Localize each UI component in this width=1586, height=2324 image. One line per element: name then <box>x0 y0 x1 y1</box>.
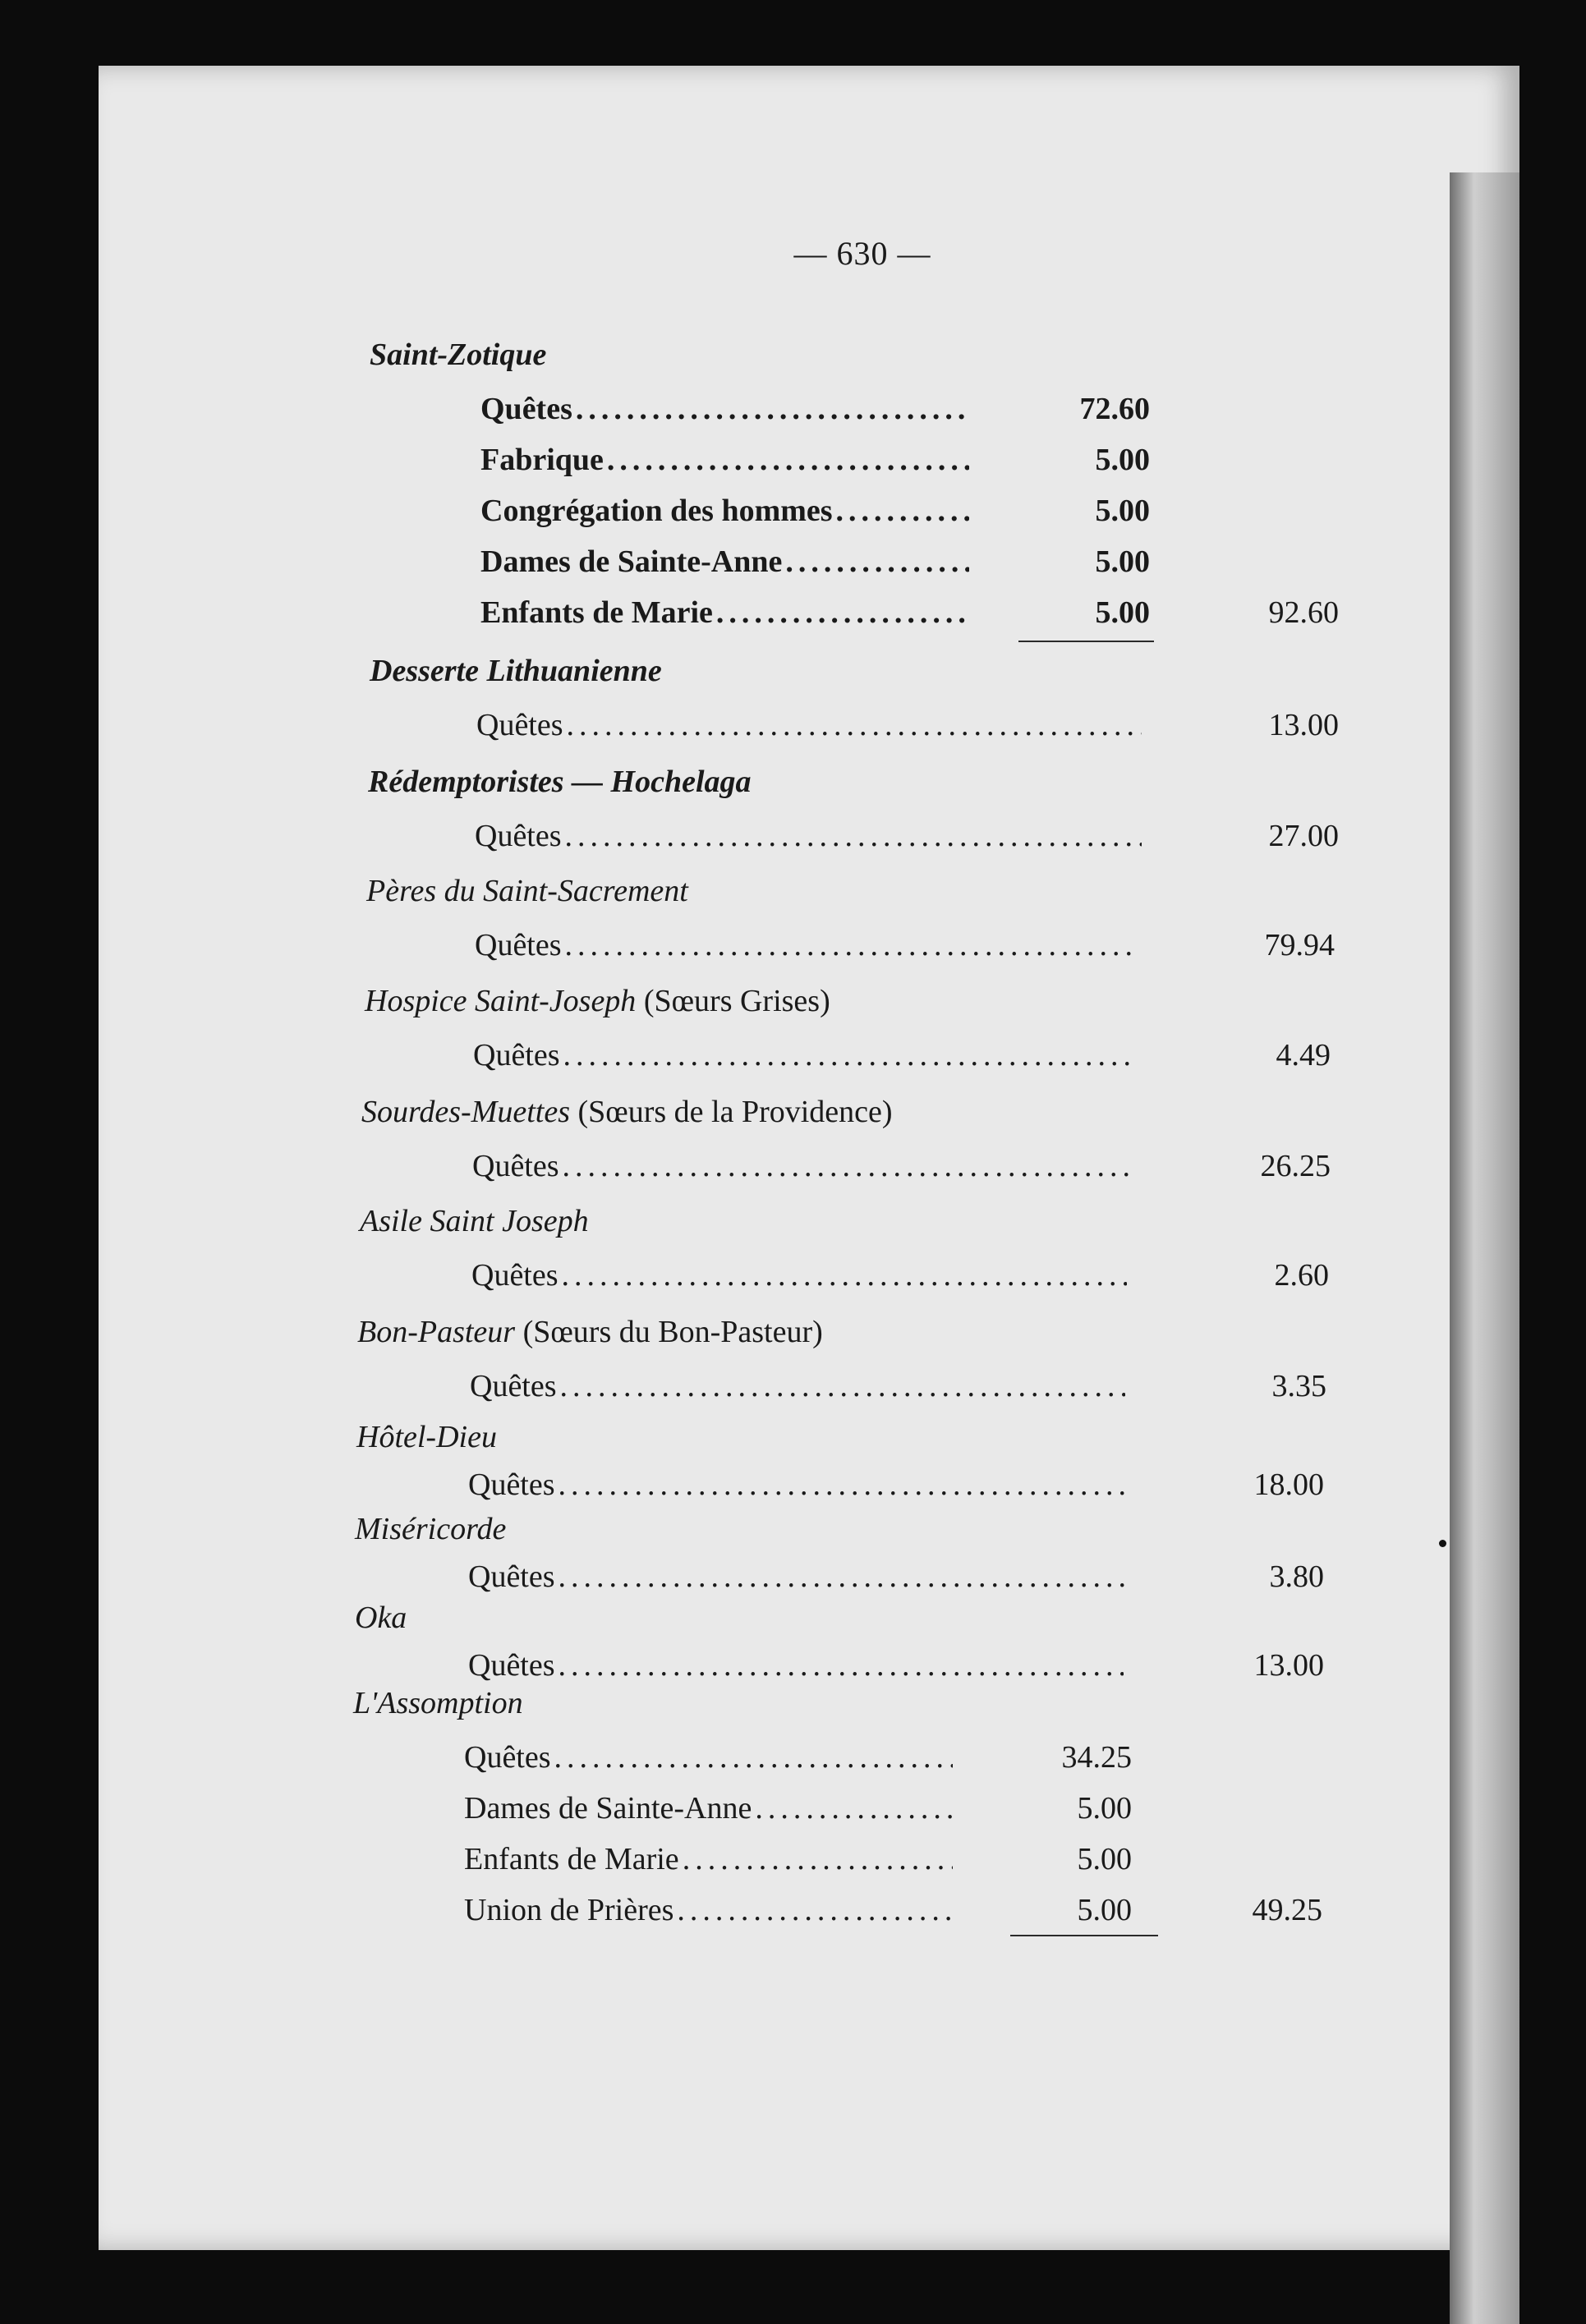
line-label: Quêtes <box>472 1149 559 1183</box>
line-label: Quêtes <box>475 928 562 962</box>
ledger-line <box>480 493 1339 530</box>
leader-dots <box>554 1739 953 1775</box>
leader-dots <box>559 1467 1125 1503</box>
entry-heading-text: Asile Saint Joseph <box>360 1204 589 1238</box>
entry-heading-text: Miséricorde <box>355 1512 507 1546</box>
entry-heading-note: (Sœurs du Bon-Pasteur) <box>515 1315 823 1349</box>
entry-heading <box>361 1094 893 1130</box>
ledger-line <box>471 1257 1329 1295</box>
leader-dots <box>785 544 969 580</box>
leader-dots <box>836 493 969 529</box>
line-amount: 5.00 <box>1095 494 1150 528</box>
entry-total: 2.60 <box>1274 1258 1329 1293</box>
line-amount: 5.00 <box>1095 443 1150 477</box>
line-label: Dames de Sainte-Anne <box>464 1791 752 1826</box>
line-label: Quêtes <box>480 392 572 426</box>
entry-heading-note: (Sœurs Grises) <box>636 984 830 1018</box>
ledger-line <box>468 1647 1324 1685</box>
entry-total: 3.35 <box>1271 1369 1326 1403</box>
leader-dots <box>560 1368 1125 1404</box>
ledger-line <box>480 442 1339 480</box>
leader-dots <box>576 391 969 427</box>
leader-dots <box>559 1647 1124 1683</box>
entry-heading <box>357 1314 823 1350</box>
entry-heading <box>370 653 662 689</box>
entry-heading <box>356 1419 497 1455</box>
ledger-line <box>468 1467 1324 1504</box>
line-amount: 72.60 <box>1079 392 1150 426</box>
leader-dots <box>677 1892 953 1928</box>
leader-dots <box>567 707 1142 743</box>
line-label: Enfants de Marie <box>464 1842 679 1876</box>
scan-speck <box>1439 1540 1446 1547</box>
entry-heading <box>360 1203 589 1239</box>
leader-dots <box>565 818 1142 854</box>
subtotal-rule <box>1018 641 1154 642</box>
ledger-line <box>472 1148 1331 1186</box>
leader-dots <box>563 1037 1132 1073</box>
ledger-line <box>473 1037 1331 1075</box>
ledger-line <box>464 1892 1322 1930</box>
ledger-line <box>468 1559 1324 1596</box>
line-label: Fabrique <box>480 443 604 477</box>
line-amount: 5.00 <box>1077 1842 1132 1876</box>
line-amount: 5.00 <box>1095 544 1150 579</box>
entry-heading-text: Saint-Zotique <box>370 338 547 372</box>
entry-total: 13.00 <box>1268 708 1339 742</box>
ledger-line <box>480 595 1339 632</box>
line-label: Dames de Sainte-Anne <box>480 544 783 579</box>
entry-total: 79.94 <box>1264 928 1335 962</box>
page-number: — 630 — <box>793 235 931 272</box>
ledger-line <box>476 707 1339 745</box>
ledger-line <box>475 927 1335 965</box>
line-label: Quêtes <box>464 1740 551 1775</box>
entry-total: 18.00 <box>1253 1467 1324 1502</box>
entry-heading <box>366 873 688 909</box>
entry-heading <box>370 337 546 373</box>
leader-dots <box>562 1257 1127 1293</box>
entry-total: 4.49 <box>1276 1038 1331 1072</box>
entry-heading-note: (Sœurs de la Providence) <box>569 1095 893 1129</box>
entry-heading-text: Sourdes-Muettes <box>361 1095 570 1129</box>
line-label: Quêtes <box>475 819 562 853</box>
entry-heading-text: Hôtel-Dieu <box>356 1420 497 1454</box>
line-amount: 5.00 <box>1095 595 1150 630</box>
ledger-line <box>480 391 1339 429</box>
entry-heading-text: Oka <box>355 1601 407 1635</box>
entry-heading-text: Pères du Saint-Sacrement <box>366 874 688 908</box>
line-amount: 5.00 <box>1077 1893 1132 1927</box>
entry-total: 13.00 <box>1253 1648 1324 1683</box>
leader-dots <box>755 1790 953 1826</box>
line-amount: 34.25 <box>1061 1740 1132 1775</box>
line-label: Quêtes <box>470 1369 557 1403</box>
entry-total: 27.00 <box>1268 819 1339 853</box>
page-edge <box>1450 172 1519 2324</box>
ledger-line <box>464 1739 1322 1777</box>
entry-heading <box>365 983 830 1019</box>
entry-heading-text: Desserte Lithuanienne <box>370 654 662 688</box>
entry-heading-text: Bon-Pasteur <box>357 1315 516 1349</box>
line-amount: 5.00 <box>1077 1791 1132 1826</box>
leader-dots <box>683 1841 953 1877</box>
entry-heading <box>355 1600 407 1636</box>
entry-heading-text: Rédemptoristes — Hochelaga <box>368 765 752 799</box>
line-label: Quêtes <box>468 1559 555 1594</box>
leader-dots <box>607 442 969 478</box>
ledger-line <box>475 818 1339 856</box>
line-label: Congrégation des hommes <box>480 494 833 528</box>
ledger-line <box>464 1790 1322 1828</box>
ledger-line <box>464 1841 1322 1879</box>
line-label: Quêtes <box>468 1648 555 1683</box>
line-label: Quêtes <box>471 1258 559 1293</box>
entry-total: 49.25 <box>1252 1893 1322 1927</box>
leader-dots <box>559 1559 1125 1595</box>
line-label: Quêtes <box>476 708 563 742</box>
entry-heading-text: L'Assomption <box>353 1686 523 1720</box>
line-label: Union de Prières <box>464 1893 674 1927</box>
line-label: Quêtes <box>468 1467 555 1502</box>
ledger-line <box>480 544 1339 581</box>
entry-heading-text: Hospice Saint-Joseph <box>365 984 637 1018</box>
entry-heading <box>368 764 752 800</box>
entry-total: 3.80 <box>1269 1559 1324 1594</box>
leader-dots <box>563 1148 1129 1184</box>
ledger-line <box>470 1368 1326 1406</box>
entry-heading <box>353 1685 523 1721</box>
line-label: Enfants de Marie <box>480 595 713 630</box>
entry-total: 92.60 <box>1268 595 1339 630</box>
subtotal-rule <box>1010 1935 1158 1936</box>
entry-total: 26.25 <box>1260 1149 1331 1183</box>
line-label: Quêtes <box>473 1038 560 1072</box>
leader-dots <box>565 927 1138 963</box>
entry-heading <box>355 1511 506 1547</box>
leader-dots <box>716 595 969 631</box>
